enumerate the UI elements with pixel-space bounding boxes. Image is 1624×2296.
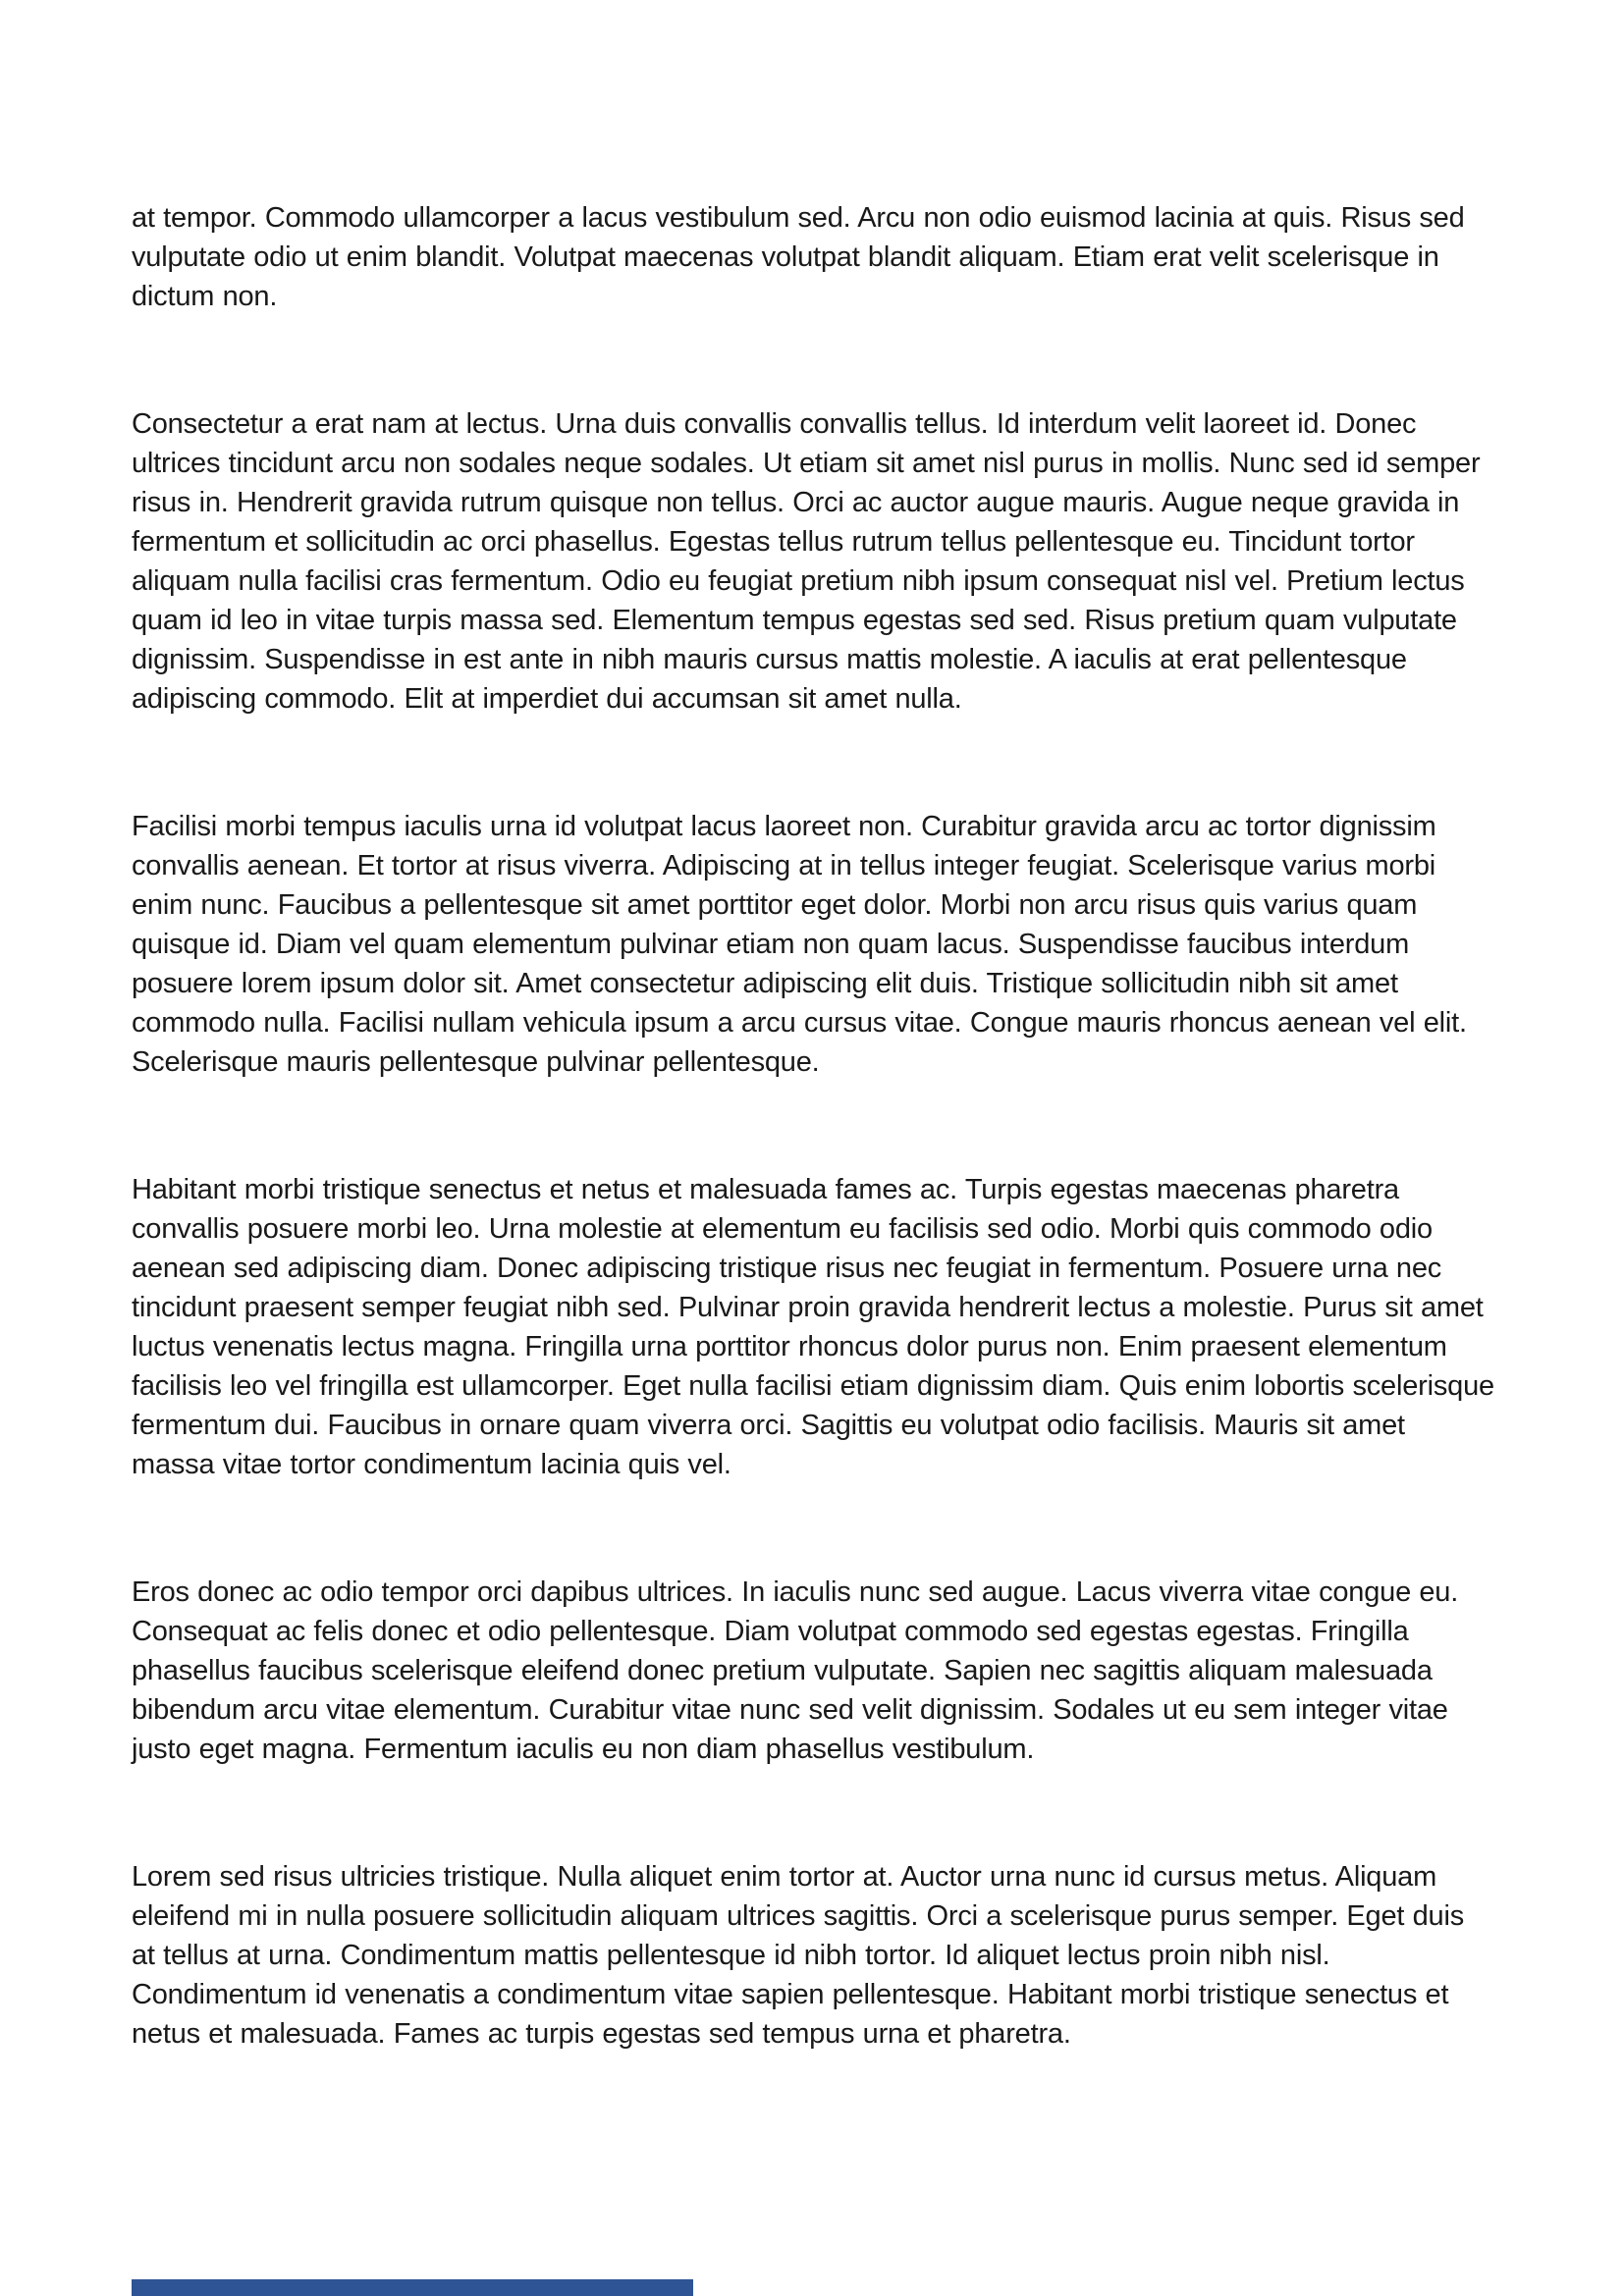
document-text-body[interactable] — [132, 198, 1494, 2142]
paragraph[interactable]: Habitant morbi tristique senectus et netus et malesuada fames ac. Turpis egestas maecenas pharetra convallis posuere morbi leo. Urna molestie at elementum eu facilisis sed odio. Morbi quis commodo odio aenean sed adipiscing diam. Donec adipiscing tristique risus nec feugiat in fermentum. Posuere urna nec tincidunt praesent semper feugiat nibh sed. Pulvinar proin gravida hendrerit lectus a molestie. Purus sit amet luctus venenatis lectus magna. Fringilla urna porttitor rhoncus dolor purus non. Enim praesent elementum facilisis leo vel fringilla est ullamcorper. Eget nulla facilisi etiam dignissim diam. Quis enim lobortis scelerisque fermentum dui. Faucibus in ornare quam viverra orci. Sagittis eu volutpat odio facilisis. Mauris sit amet massa vitae tortor condimentum lacinia quis vel. — [132, 1174, 1494, 1480]
paragraph[interactable]: Lorem sed risus ultricies tristique. Nulla aliquet enim tortor at. Auctor urna nunc id cursus metus. Aliquam eleifend mi in nulla posuere sollicitudin aliquam ultrices sagittis. Orci a scelerisque purus semper. Eget duis at tellus at urna. Condimentum mattis pellentesque id nibh tortor. Id aliquet lectus proin nibh nisl. Condimentum id venenatis a condimentum vitae sapien pellentesque. Habitant morbi tristique senectus et netus et malesuada. Fames ac turpis egestas sed tempus urna et pharetra. — [132, 1861, 1465, 2050]
paragraph[interactable]: Facilisi morbi tempus iaculis urna id volutpat lacus laoreet non. Curabitur gravida arcu ac tortor dignissim convallis aenean. Et tortor at risus viverra. Adipiscing at in tellus integer feugiat. Scelerisque varius morbi enim nunc. Faucibus a pellentesque sit amet porttitor eget dolor. Morbi non arcu risus quis varius quam quisque id. Diam vel quam elementum pulvinar etiam non quam lacus. Suspendisse faucibus interdum posuere lorem ipsum dolor sit. Amet consectetur adipiscing elit duis. Tristique sollicitudin nibh sit amet commodo nulla. Facilisi nullam vehicula ipsum a arcu cursus vitae. Congue mauris rhoncus aenean vel elit. Scelerisque mauris pellentesque pulvinar pellentesque. — [132, 811, 1467, 1078]
bottom-blue-accent-bar — [132, 2279, 693, 2296]
paragraph[interactable]: Consectetur a erat nam at lectus. Urna duis convallis convallis tellus. Id interdum velit laoreet id. Donec ultrices tincidunt arcu non sodales neque sodales. Ut etiam sit amet nisl purus in mollis. Nunc sed id semper risus in. Hendrerit gravida rutrum quisque non tellus. Orci ac auctor augue mauris. Augue neque gravida in fermentum et sollicitudin ac orci phasellus. Egestas tellus rutrum tellus pellentesque eu. Tincidunt tortor aliquam nulla facilisi cras fermentum. Odio eu feugiat pretium nibh ipsum consequat nisl vel. Pretium lectus quam id leo in vitae turpis massa sed. Elementum tempus egestas sed sed. Risus pretium quam vulputate dignissim. Suspendisse in est ante in nibh mauris cursus mattis molestie. A iaculis at erat pellentesque adipiscing commodo. Elit at imperdiet dui accumsan sit amet nulla. — [132, 408, 1481, 715]
paragraph[interactable]: at tempor. Commodo ullamcorper a lacus vestibulum sed. Arcu non odio euismod lacinia at quis. Risus sed vulputate odio ut enim blandit. Volutpat maecenas volutpat blandit aliquam. Etiam erat velit scelerisque in dictum non. — [132, 202, 1465, 312]
paragraph[interactable]: Eros donec ac odio tempor orci dapibus ultrices. In iaculis nunc sed augue. Lacus viverra vitae congue eu. Consequat ac felis donec et odio pellentesque. Diam volutpat commodo sed egestas egestas. Fringilla phasellus faucibus scelerisque eleifend donec pretium vulputate. Sapien nec sagittis aliquam malesuada bibendum arcu vitae elementum. Curabitur vitae nunc sed velit dignissim. Sodales ut eu sem integer vitae justo eget magna. Fermentum iaculis eu non diam phasellus vestibulum. — [132, 1576, 1459, 1765]
